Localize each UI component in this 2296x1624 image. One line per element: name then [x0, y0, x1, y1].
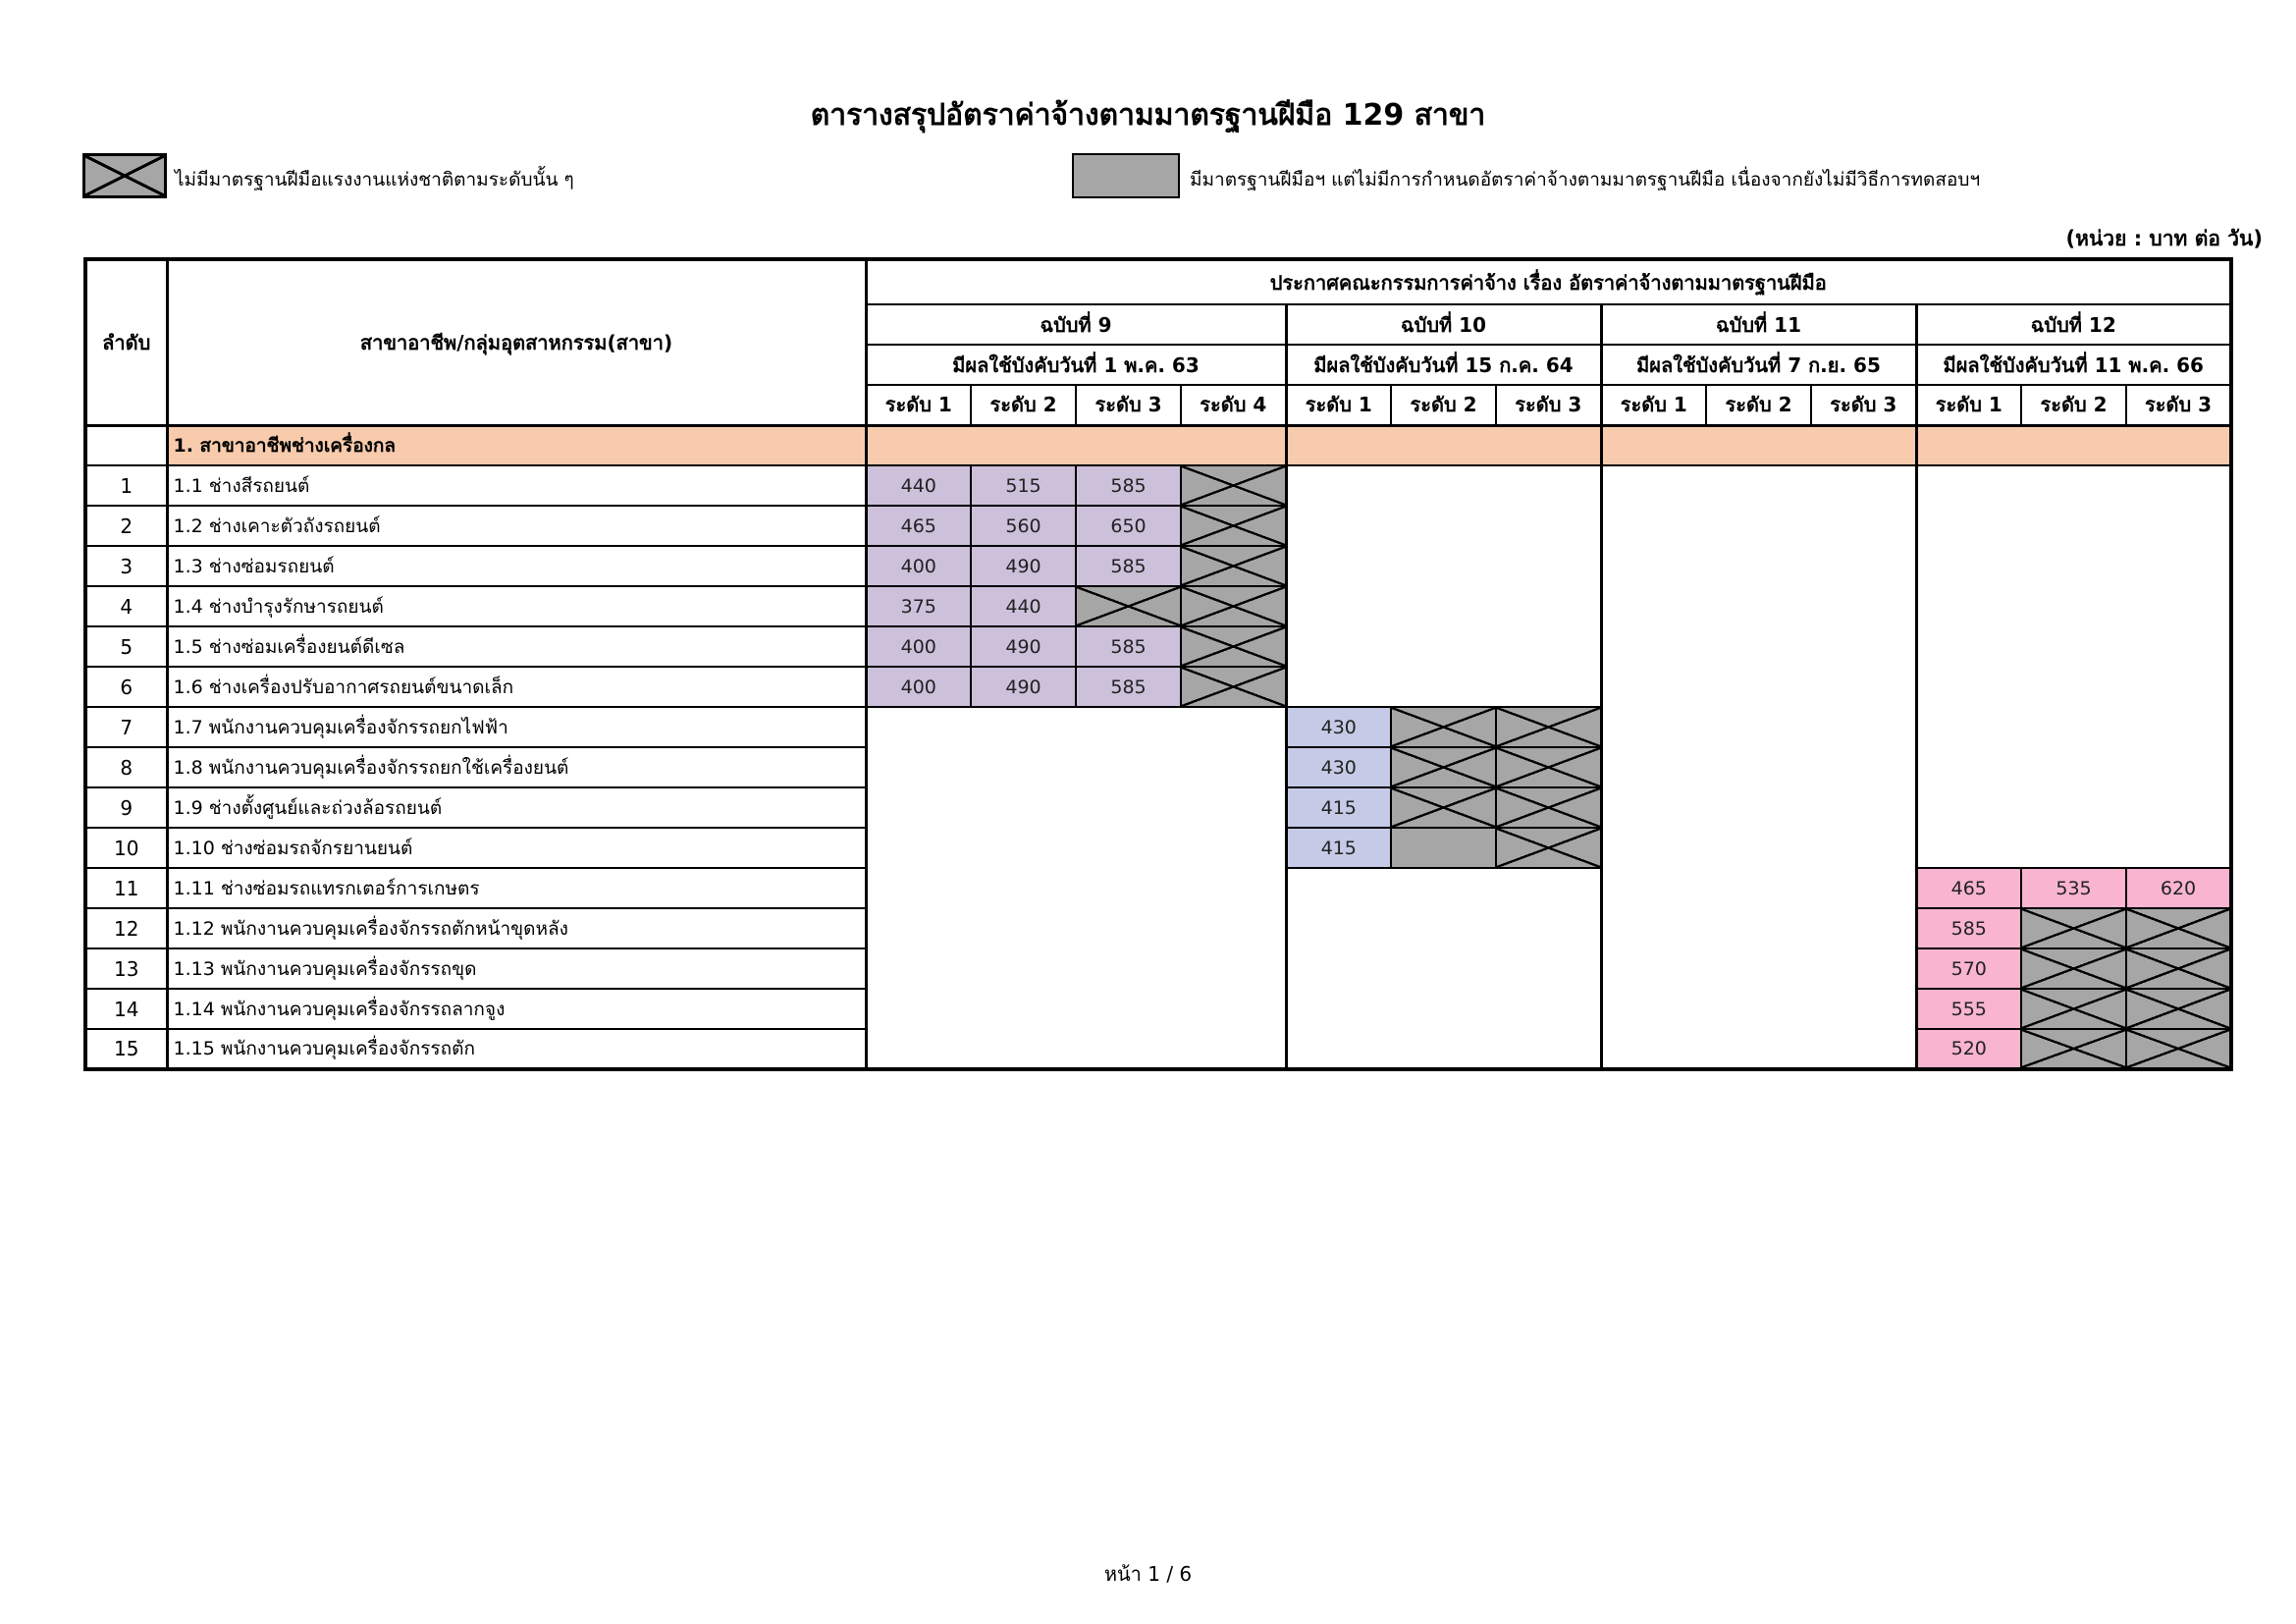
- row-name: 1.11 ช่างซ่อมรถแทรกเตอร์การเกษตร: [167, 868, 866, 908]
- empty-cell: [2126, 747, 2231, 787]
- section-fill: [1916, 425, 2231, 465]
- row-no: 2: [85, 506, 167, 546]
- empty-cell: [1076, 828, 1181, 868]
- issue-effective-date: มีผลใช้บังคับวันที่ 7 ก.ย. 65: [1601, 345, 1916, 385]
- empty-cell: [1601, 989, 1706, 1029]
- table-header: [85, 259, 2231, 425]
- empty-cell: [866, 908, 971, 948]
- wage-value: 585: [1916, 908, 2021, 948]
- empty-cell: [1496, 506, 1601, 546]
- level-header: ระดับ 1: [1286, 385, 1391, 425]
- row-name: 1.10 ช่างซ่อมรถจักรยานยนต์: [167, 828, 866, 868]
- empty-cell: [1916, 707, 2021, 747]
- empty-cell: [1391, 948, 1496, 989]
- no-standard-cell: [2021, 948, 2126, 989]
- row-no: 12: [85, 908, 167, 948]
- empty-cell: [1496, 465, 1601, 506]
- wage-value: 620: [2126, 868, 2231, 908]
- empty-cell: [1076, 868, 1181, 908]
- row-no: 4: [85, 586, 167, 626]
- empty-cell: [971, 787, 1076, 828]
- section-no: [85, 425, 167, 465]
- no-standard-cell: [1391, 787, 1496, 828]
- no-standard-cell: [1181, 586, 1286, 626]
- row-no: 7: [85, 707, 167, 747]
- table-row: [85, 586, 2231, 626]
- empty-cell: [1811, 586, 1916, 626]
- empty-cell: [2126, 626, 2231, 667]
- issue-effective-date: มีผลใช้บังคับวันที่ 11 พ.ค. 66: [1916, 345, 2231, 385]
- empty-cell: [1601, 626, 1706, 667]
- issue-title: ฉบับที่ 11: [1601, 304, 1916, 345]
- row-no: 14: [85, 989, 167, 1029]
- wage-value: 490: [971, 546, 1076, 586]
- wage-value: 560: [971, 506, 1076, 546]
- empty-cell: [1496, 1029, 1601, 1069]
- empty-cell: [1811, 989, 1916, 1029]
- empty-cell: [1811, 707, 1916, 747]
- empty-cell: [1181, 868, 1286, 908]
- empty-cell: [1181, 828, 1286, 868]
- empty-cell: [1181, 1029, 1286, 1069]
- no-standard-cell: [1391, 747, 1496, 787]
- level-header: ระดับ 3: [1496, 385, 1601, 425]
- row-name: 1.2 ช่างเคาะตัวถังรถยนต์: [167, 506, 866, 546]
- section-fill: [1601, 425, 1916, 465]
- empty-cell: [1181, 989, 1286, 1029]
- row-no: 1: [85, 465, 167, 506]
- empty-cell: [2021, 707, 2126, 747]
- empty-cell: [1391, 667, 1496, 707]
- empty-cell: [2126, 546, 2231, 586]
- empty-cell: [971, 747, 1076, 787]
- row-name: 1.5 ช่างซ่อมเครื่องยนต์ดีเซล: [167, 626, 866, 667]
- table-row: [85, 465, 2231, 506]
- empty-cell: [2021, 787, 2126, 828]
- table-row: [85, 828, 2231, 868]
- empty-cell: [1706, 546, 1811, 586]
- empty-cell: [1076, 1029, 1181, 1069]
- empty-cell: [1286, 506, 1391, 546]
- empty-cell: [2021, 546, 2126, 586]
- empty-cell: [1916, 546, 2021, 586]
- level-header: ระดับ 1: [1601, 385, 1706, 425]
- wage-value: 555: [1916, 989, 2021, 1029]
- row-name: 1.15 พนักงานควบคุมเครื่องจักรรถตัก: [167, 1029, 866, 1069]
- row-name: 1.12 พนักงานควบคุมเครื่องจักรรถตักหน้าขุดหลัง: [167, 908, 866, 948]
- empty-cell: [2126, 586, 2231, 626]
- row-no: 9: [85, 787, 167, 828]
- no-standard-cell: [1496, 707, 1601, 747]
- page-title: ตารางสรุปอัตราค่าจ้างตามมาตรฐานฝีมือ 129 สาขา: [810, 98, 1486, 133]
- empty-cell: [1076, 707, 1181, 747]
- legend-crossed-label: ไม่มีมาตรฐานฝีมือแรงงานแห่งชาติตามระดับนั้น ๆ: [175, 169, 574, 190]
- wage-value: 490: [971, 626, 1076, 667]
- wage-value: 400: [866, 626, 971, 667]
- row-no: 3: [85, 546, 167, 586]
- table-row: [85, 707, 2231, 747]
- empty-cell: [2021, 465, 2126, 506]
- wage-table: [83, 257, 2233, 1071]
- level-header: ระดับ 4: [1181, 385, 1286, 425]
- empty-cell: [1916, 626, 2021, 667]
- row-no: 6: [85, 667, 167, 707]
- empty-cell: [1916, 747, 2021, 787]
- empty-cell: [1811, 546, 1916, 586]
- table-row: [85, 868, 2231, 908]
- row-no: 10: [85, 828, 167, 868]
- empty-cell: [2021, 626, 2126, 667]
- empty-cell: [2126, 707, 2231, 747]
- no-standard-cell: [2021, 1029, 2126, 1069]
- no-standard-cell: [1496, 787, 1601, 828]
- level-header: ระดับ 2: [1706, 385, 1811, 425]
- empty-cell: [1391, 908, 1496, 948]
- row-no: 11: [85, 868, 167, 908]
- empty-cell: [1706, 667, 1811, 707]
- no-standard-cell: [2126, 1029, 2231, 1069]
- empty-cell: [1601, 506, 1706, 546]
- table-body: [85, 425, 2231, 1069]
- empty-cell: [1286, 667, 1391, 707]
- level-header: ระดับ 2: [1391, 385, 1496, 425]
- empty-cell: [866, 1029, 971, 1069]
- empty-cell: [1076, 747, 1181, 787]
- section-fill: [866, 425, 1286, 465]
- no-standard-cell: [2126, 908, 2231, 948]
- empty-cell: [1601, 948, 1706, 989]
- wage-value: 650: [1076, 506, 1181, 546]
- wage-value: 585: [1076, 546, 1181, 586]
- empty-cell: [1811, 465, 1916, 506]
- empty-cell: [1286, 908, 1391, 948]
- issue-effective-date: มีผลใช้บังคับวันที่ 15 ก.ค. 64: [1286, 345, 1601, 385]
- empty-cell: [1601, 465, 1706, 506]
- empty-cell: [1601, 667, 1706, 707]
- no-standard-cell: [1181, 546, 1286, 586]
- empty-cell: [866, 747, 971, 787]
- wage-value: 415: [1286, 787, 1391, 828]
- header-announcement: ประกาศคณะกรรมการค่าจ้าง เรื่อง อัตราค่าจ้างตามมาตรฐานฝีมือ: [866, 259, 2231, 304]
- wage-value: 585: [1076, 626, 1181, 667]
- empty-cell: [1181, 908, 1286, 948]
- empty-cell: [1811, 868, 1916, 908]
- empty-cell: [1076, 908, 1181, 948]
- table-row: [85, 948, 2231, 989]
- empty-cell: [2021, 586, 2126, 626]
- empty-cell: [1496, 546, 1601, 586]
- row-no: 15: [85, 1029, 167, 1069]
- empty-cell: [2126, 667, 2231, 707]
- empty-cell: [1706, 989, 1811, 1029]
- row-no: 5: [85, 626, 167, 667]
- empty-cell: [866, 787, 971, 828]
- no-standard-cell: [1181, 506, 1286, 546]
- no-standard-cell: [1391, 707, 1496, 747]
- empty-cell: [971, 828, 1076, 868]
- table-row: [85, 989, 2231, 1029]
- empty-cell: [971, 707, 1076, 747]
- empty-cell: [2126, 787, 2231, 828]
- row-name: 1.7 พนักงานควบคุมเครื่องจักรรถยกไฟฟ้า: [167, 707, 866, 747]
- level-header: ระดับ 3: [1076, 385, 1181, 425]
- empty-cell: [971, 1029, 1076, 1069]
- empty-cell: [1391, 586, 1496, 626]
- no-standard-cell: [1496, 828, 1601, 868]
- empty-cell: [2021, 506, 2126, 546]
- empty-cell: [1916, 828, 2021, 868]
- empty-cell: [1706, 747, 1811, 787]
- empty-cell: [1076, 787, 1181, 828]
- empty-cell: [1181, 787, 1286, 828]
- row-name: 1.8 พนักงานควบคุมเครื่องจักรรถยกใช้เครื่องยนต์: [167, 747, 866, 787]
- empty-cell: [1286, 465, 1391, 506]
- section-fill: [1286, 425, 1601, 465]
- level-header: ระดับ 1: [1916, 385, 2021, 425]
- empty-cell: [1601, 707, 1706, 747]
- wage-value: 415: [1286, 828, 1391, 868]
- issue-title: ฉบับที่ 9: [866, 304, 1286, 345]
- empty-cell: [1811, 948, 1916, 989]
- no-standard-cell: [2021, 989, 2126, 1029]
- wage-value: 400: [866, 546, 971, 586]
- empty-cell: [1601, 868, 1706, 908]
- empty-cell: [1706, 506, 1811, 546]
- empty-cell: [971, 868, 1076, 908]
- wage-value: 465: [1916, 868, 2021, 908]
- no-standard-cell: [1496, 747, 1601, 787]
- empty-cell: [1706, 1029, 1811, 1069]
- legend-gray-label: มีมาตรฐานฝีมือฯ แต่ไม่มีการกำหนดอัตราค่าจ้างตามมาตรฐานฝีมือ เนื่องจากยังไม่มีวิธีการทดสอบฯ: [1190, 169, 1981, 190]
- empty-cell: [1601, 908, 1706, 948]
- no-standard-cell: [1181, 626, 1286, 667]
- table-row: [85, 908, 2231, 948]
- unit-label: (หน่วย : บาท ต่อ วัน): [2065, 227, 2263, 250]
- empty-cell: [1811, 747, 1916, 787]
- empty-cell: [1601, 1029, 1706, 1069]
- level-header: ระดับ 2: [971, 385, 1076, 425]
- wage-value: 520: [1916, 1029, 2021, 1069]
- wage-value: 535: [2021, 868, 2126, 908]
- empty-cell: [1601, 546, 1706, 586]
- empty-cell: [1811, 506, 1916, 546]
- section-label: 1. สาขาอาชีพช่างเครื่องกล: [167, 425, 866, 465]
- legend-gray-swatch: [1072, 153, 1180, 198]
- row-name: 1.14 พนักงานควบคุมเครื่องจักรรถลากจูง: [167, 989, 866, 1029]
- wage-value: 440: [971, 586, 1076, 626]
- no-standard-cell: [2126, 948, 2231, 989]
- wage-value: 375: [866, 586, 971, 626]
- empty-cell: [1076, 948, 1181, 989]
- empty-cell: [1181, 747, 1286, 787]
- empty-cell: [1706, 787, 1811, 828]
- issue-effective-date: มีผลใช้บังคับวันที่ 1 พ.ค. 63: [866, 345, 1286, 385]
- wage-value: 430: [1286, 707, 1391, 747]
- page-number: หน้า 1 / 6: [1103, 1562, 1193, 1586]
- empty-cell: [1496, 908, 1601, 948]
- empty-cell: [1916, 586, 2021, 626]
- empty-cell: [1706, 908, 1811, 948]
- issue-title: ฉบับที่ 10: [1286, 304, 1601, 345]
- no-rate-cell: [1391, 828, 1496, 868]
- empty-cell: [1391, 868, 1496, 908]
- empty-cell: [971, 948, 1076, 989]
- empty-cell: [1811, 626, 1916, 667]
- empty-cell: [866, 868, 971, 908]
- empty-cell: [1391, 626, 1496, 667]
- table-row: [85, 787, 2231, 828]
- legend-crossed-swatch: [82, 153, 167, 198]
- empty-cell: [1706, 586, 1811, 626]
- empty-cell: [2021, 828, 2126, 868]
- empty-cell: [1286, 546, 1391, 586]
- empty-cell: [2126, 465, 2231, 506]
- empty-cell: [1076, 989, 1181, 1029]
- empty-cell: [1706, 626, 1811, 667]
- wage-value: 585: [1076, 667, 1181, 707]
- empty-cell: [1601, 787, 1706, 828]
- empty-cell: [866, 828, 971, 868]
- row-name: 1.1 ช่างสีรถยนต์: [167, 465, 866, 506]
- table-row: [85, 626, 2231, 667]
- empty-cell: [1391, 465, 1496, 506]
- row-name: 1.13 พนักงานควบคุมเครื่องจักรรถขุด: [167, 948, 866, 989]
- level-header: ระดับ 1: [866, 385, 971, 425]
- section-row: [85, 425, 2231, 465]
- empty-cell: [1391, 1029, 1496, 1069]
- empty-cell: [866, 989, 971, 1029]
- wage-value: 515: [971, 465, 1076, 506]
- wage-value: 585: [1076, 465, 1181, 506]
- row-no: 8: [85, 747, 167, 787]
- table-row: [85, 747, 2231, 787]
- wage-value: 490: [971, 667, 1076, 707]
- empty-cell: [1706, 948, 1811, 989]
- empty-cell: [1496, 626, 1601, 667]
- empty-cell: [1391, 546, 1496, 586]
- empty-cell: [866, 707, 971, 747]
- empty-cell: [1496, 989, 1601, 1029]
- empty-cell: [1916, 787, 2021, 828]
- empty-cell: [1391, 506, 1496, 546]
- header-no: ลำดับ: [85, 259, 167, 425]
- empty-cell: [1181, 948, 1286, 989]
- empty-cell: [1601, 828, 1706, 868]
- empty-cell: [1601, 586, 1706, 626]
- empty-cell: [1181, 707, 1286, 747]
- empty-cell: [2021, 747, 2126, 787]
- no-standard-cell: [2021, 908, 2126, 948]
- table-row: [85, 546, 2231, 586]
- wage-value: 465: [866, 506, 971, 546]
- empty-cell: [2126, 828, 2231, 868]
- empty-cell: [1706, 868, 1811, 908]
- level-header: ระดับ 3: [1811, 385, 1916, 425]
- empty-cell: [1286, 989, 1391, 1029]
- empty-cell: [1391, 989, 1496, 1029]
- empty-cell: [866, 948, 971, 989]
- empty-cell: [1496, 948, 1601, 989]
- empty-cell: [1706, 707, 1811, 747]
- wage-value: 430: [1286, 747, 1391, 787]
- empty-cell: [2021, 667, 2126, 707]
- no-standard-cell: [1076, 586, 1181, 626]
- empty-cell: [1811, 667, 1916, 707]
- empty-cell: [1916, 465, 2021, 506]
- empty-cell: [1916, 506, 2021, 546]
- row-name: 1.4 ช่างบำรุงรักษารถยนต์: [167, 586, 866, 626]
- issue-title: ฉบับที่ 12: [1916, 304, 2231, 345]
- wage-value: 570: [1916, 948, 2021, 989]
- wage-value: 440: [866, 465, 971, 506]
- empty-cell: [1706, 465, 1811, 506]
- table-row: [85, 667, 2231, 707]
- empty-cell: [2126, 506, 2231, 546]
- empty-cell: [1811, 828, 1916, 868]
- empty-cell: [1706, 828, 1811, 868]
- empty-cell: [1496, 586, 1601, 626]
- empty-cell: [1286, 1029, 1391, 1069]
- empty-cell: [1496, 667, 1601, 707]
- no-standard-cell: [1181, 465, 1286, 506]
- empty-cell: [1286, 626, 1391, 667]
- row-name: 1.6 ช่างเครื่องปรับอากาศรถยนต์ขนาดเล็ก: [167, 667, 866, 707]
- level-header: ระดับ 3: [2126, 385, 2231, 425]
- empty-cell: [1811, 908, 1916, 948]
- wage-value: 400: [866, 667, 971, 707]
- header-name: สาขาอาชีพ/กลุ่มอุตสาหกรรม(สาขา): [167, 259, 866, 425]
- level-header: ระดับ 2: [2021, 385, 2126, 425]
- row-name: 1.3 ช่างซ่อมรถยนต์: [167, 546, 866, 586]
- empty-cell: [1496, 868, 1601, 908]
- empty-cell: [1916, 667, 2021, 707]
- table-row: [85, 1029, 2231, 1069]
- empty-cell: [1286, 948, 1391, 989]
- row-name: 1.9 ช่างตั้งศูนย์และถ่วงล้อรถยนต์: [167, 787, 866, 828]
- no-standard-cell: [1181, 667, 1286, 707]
- empty-cell: [1601, 747, 1706, 787]
- empty-cell: [971, 908, 1076, 948]
- empty-cell: [971, 989, 1076, 1029]
- empty-cell: [1286, 586, 1391, 626]
- no-standard-cell: [2126, 989, 2231, 1029]
- empty-cell: [1811, 787, 1916, 828]
- row-no: 13: [85, 948, 167, 989]
- table-row: [85, 506, 2231, 546]
- empty-cell: [1286, 868, 1391, 908]
- empty-cell: [1811, 1029, 1916, 1069]
